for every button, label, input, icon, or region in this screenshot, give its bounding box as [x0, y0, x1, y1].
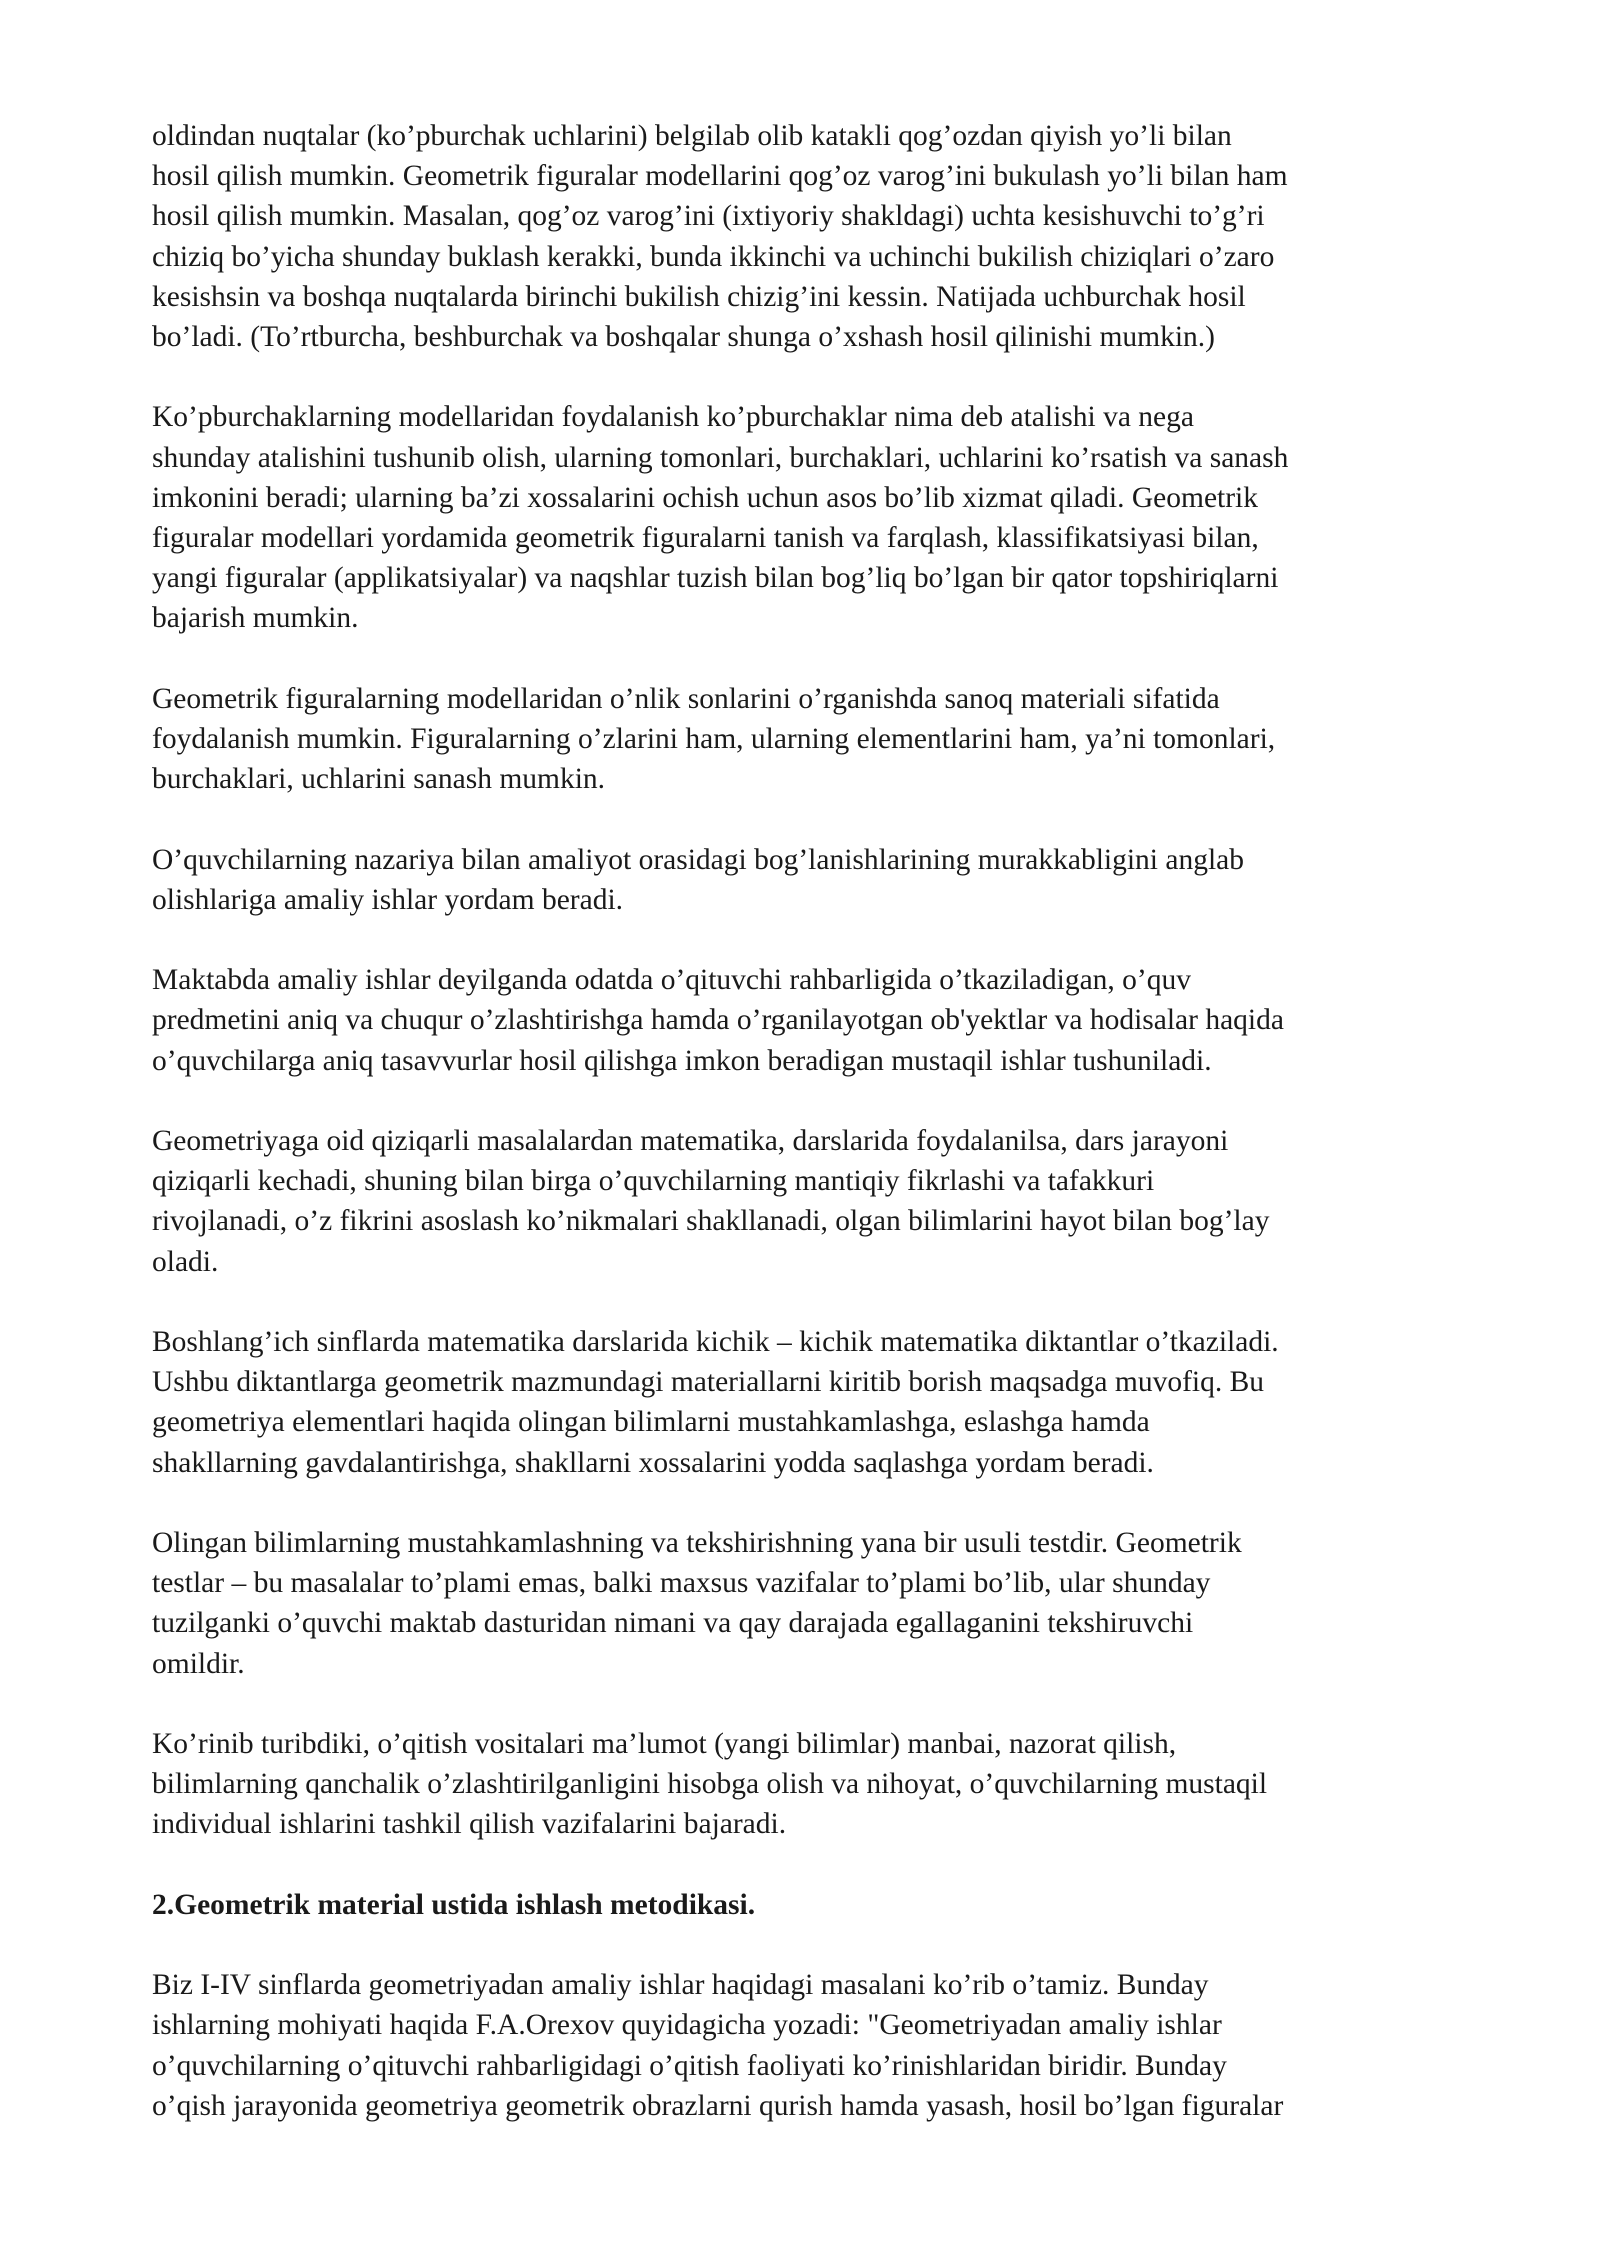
text-line: figuralar modellari yordamida geometrik figuralarni tanish va farqlash, klassifikatsiyasi bilan,	[152, 522, 1259, 555]
text-line: yangi figuralar (applikatsiyalar) va naqshlar tuzish bilan bog’liq bo’lgan bir qator topshiriqlarni	[152, 562, 1279, 595]
text-line: Ushbu diktantlarga geometrik mazmundagi materiallarni kiritib borish maqsadga muvofiq. Bu	[152, 1366, 1265, 1399]
text-line: hosil qilish mumkin. Masalan, qog’oz varog’ini (ixtiyoriy shakldagi) uchta kesishuvchi to’g’ri	[152, 200, 1265, 233]
text-line: o’quvchilarga aniq tasavvurlar hosil qilishga imkon beradigan mustaqil ishlar tushuniladi.	[152, 1044, 1212, 1077]
text-line: tuzilganki o’quvchi maktab dasturidan nimani va qay darajada egallaganini tekshiruvchi	[152, 1607, 1194, 1640]
paragraph-7	[152, 1322, 1512, 1483]
paragraph-6	[152, 1121, 1512, 1282]
text-line: o’quvchilarning o’qituvchi rahbarligidagi o’qitish faoliyati ko’rinishlaridan biridir. Bunday	[152, 2049, 1227, 2082]
paragraph-8	[152, 1523, 1512, 1684]
text-line: imkonini beradi; ularning ba’zi xossalarini ochish uchun asos bo’lib xizmat qiladi. Geometrik	[152, 481, 1259, 514]
text-line: Maktabda amaliy ishlar deyilganda odatda o’qituvchi rahbarligida o’tkaziladigan, o’quv	[152, 964, 1191, 997]
paragraph-9	[152, 1724, 1512, 1845]
paragraph-final	[152, 1965, 1512, 2126]
text-line: Geometrik figuralarning modellaridan o’nlik sonlarini o’rganishda sanoq materiali sifatida	[152, 682, 1220, 715]
section-heading: 2.Geometrik material ustida ishlash metodikasi.	[152, 1888, 756, 1921]
text-line: hosil qilish mumkin. Geometrik figuralar modellarini qog’oz varog’ini bukulash yo’li bilan ham	[152, 160, 1288, 193]
text-line: geometriya elementlari haqida olingan bilimlarni mustahkamlashga, eslashga hamda	[152, 1406, 1150, 1439]
text-line: Olingan bilimlarning mustahkamlashning va tekshirishning yana bir usuli testdir. Geometrik	[152, 1527, 1242, 1559]
text-line: foydalanish mumkin. Figuralarning o’zlarini ham, ularning elementlarini ham, ya’ni tomonlari,	[152, 723, 1276, 756]
text-line: kesishsin va boshqa nuqtalarda birinchi bukilish chizig’ini kessin. Natijada uchburchak hosil	[152, 280, 1246, 313]
paragraph-2	[152, 397, 1512, 638]
text-line: bilimlarning qanchalik o’zlashtirilganligini hisobga olish va nihoyat, o’quvchilarning mustaqil	[152, 1768, 1268, 1801]
text-line: qiziqarli kechadi, shuning bilan birga o’quvchilarning mantiqiy fikrlashi va tafakkuri	[152, 1165, 1155, 1198]
text-line: chiziq bo’yicha shunday buklash kerakki, bunda ikkinchi va uchinchi bukilish chiziqlari o’zaro	[152, 240, 1275, 273]
text-line: burchaklari, uchlarini sanash mumkin.	[152, 763, 606, 796]
text-line: ishlarning mohiyati haqida F.A.Orexov quyidagicha yozadi: "Geometriyadan amaliy ishlar	[152, 2009, 1222, 2042]
paragraph-4	[152, 840, 1512, 920]
paragraph-1	[152, 116, 1512, 357]
text-line: Boshlang’ich sinflarda matematika darslarida kichik – kichik matematika diktantlar o’tkaziladi.	[152, 1326, 1279, 1358]
text-line: shakllarning gavdalantirishga, shakllarni xossalarini yodda saqlashga yordam beradi.	[152, 1446, 1154, 1479]
text-line: olishlariga amaliy ishlar yordam beradi.	[152, 883, 624, 916]
text-line: Ko’pburchaklarning modellaridan foydalanish ko’pburchaklar nima deb atalishi va nega	[152, 401, 1194, 434]
document-body	[152, 116, 1512, 2166]
text-line: Biz I-IV sinflarda geometriyadan amaliy ishlar haqidagi masalani ko’rib o’tamiz. Bunday	[152, 1969, 1209, 2002]
text-line: testlar – bu masalalar to’plami emas, balki maxsus vazifalar to’plami bo’lib, ular shunday	[152, 1567, 1211, 1600]
text-line: O’quvchilarning nazariya bilan amaliyot orasidagi bog’lanishlarining murakkabligini anglab	[152, 843, 1245, 876]
text-line: oladi.	[152, 1245, 219, 1278]
text-line: omildir.	[152, 1647, 245, 1680]
paragraph-3	[152, 679, 1512, 800]
text-line: predmetini aniq va chuqur o’zlashtirishga hamda o’rganilayotgan ob'yektlar va hodisalar haqida	[152, 1004, 1284, 1037]
text-line: Ko’rinib turibdiki, o’qitish vositalari ma’lumot (yangi bilimlar) manbai, nazorat qilish,	[152, 1728, 1177, 1760]
text-line: bajarish mumkin.	[152, 602, 359, 635]
text-line: individual ishlarini tashkil qilish vazifalarini bajaradi.	[152, 1808, 787, 1841]
text-line: bo’ladi. (To’rtburcha, beshburchak va boshqalar shunga o’xshash hosil qilinishi mumkin.)	[152, 321, 1216, 354]
text-line: rivojlanadi, o’z fikrini asoslash ko’nikmalari shakllanadi, olgan bilimlarini hayot bilan bog’lay	[152, 1205, 1270, 1238]
text-line: shunday atalishini tushunib olish, ularning tomonlari, burchaklari, uchlarini ko’rsatish va sanash	[152, 441, 1289, 474]
text-line: o’qish jarayonida geometriya geometrik obrazlarni qurish hamda yasash, hosil bo’lgan figuralar	[152, 2089, 1284, 2122]
paragraph-5	[152, 960, 1512, 1081]
text-line: oldindan nuqtalar (ko’pburchak uchlarini) belgilab olib katakli qog’ozdan qiyish yo’li bilan	[152, 120, 1232, 152]
text-line: Geometriyaga oid qiziqarli masalalardan matematika, darslarida foydalanilsa, dars jarayoni	[152, 1125, 1229, 1157]
